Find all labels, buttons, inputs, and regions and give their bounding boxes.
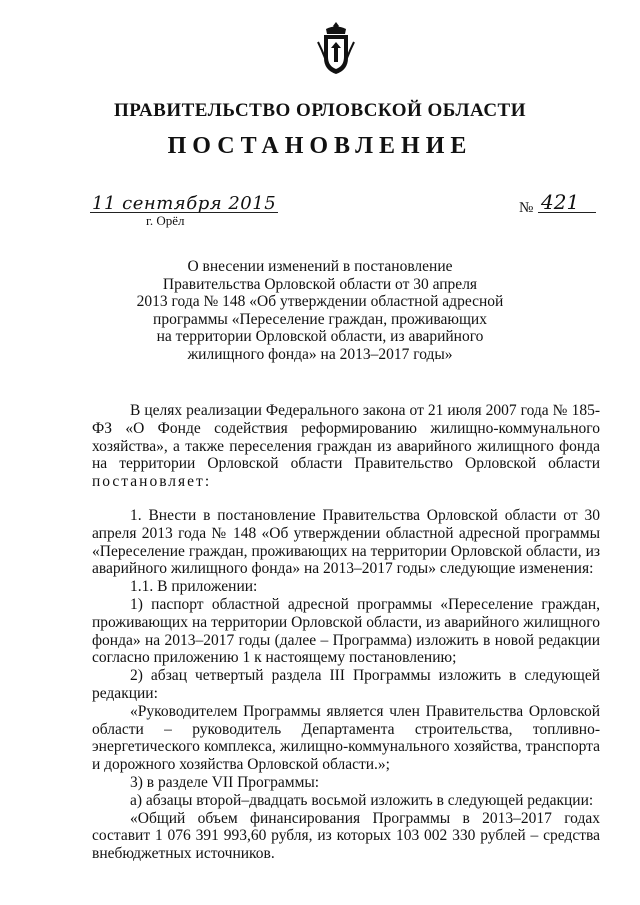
body-paragraph: а) абзацы второй–двадцать восьмой изложить в следующей редакции: [130,791,594,809]
body-paragraph: «Руководителем Программы является член Правительства Орловской области – руководитель Департамента строительства, топливно-энергетического комплекса, жилищно-коммунального хозяйства, транспорта и дорожного хозяйства Орловской области.»; [92,702,600,774]
subject-line: на территории Орловской области, из аварийного [156,328,484,346]
number-sign: № [519,200,534,216]
body-paragraph: «Общий объем финансирования Программы в 2013–2017 годах составит 1 076 391 993,60 рубля, из которых 103 002 330 рублей – средства внебюджетных источников. [92,809,600,863]
subject-line: жилищного фонда» на 2013–2017 годы» [187,345,453,363]
body-paragraph: 1) паспорт областной адресной программы «Переселение граждан, проживающих на территории Орловской области, из аварийного жилищного фонда» на 2013–2017 годы (далее – Программа) изложить в новой редакции согласно приложению 1 к настоящему постановлению; [92,595,600,667]
body-paragraph: 2) абзац четвертый раздела III Программы изложить в следующей редакции: [92,667,600,702]
preamble-paragraph [92,402,600,491]
handwritten-number: 421 [541,190,580,214]
body-paragraph: 1.1. В приложении: [130,578,258,596]
body-paragraph: 3) в разделе VII Программы: [130,773,320,791]
subject-line: программы «Переселение граждан, проживающих [153,310,487,328]
subject-line: 2013 года № 148 «Об утверждении областной адресной [136,293,504,311]
document-type: ПОСТАНОВЛЕНИЕ [167,133,473,159]
body-paragraph: 1. Внести в постановление Правительства Орловской области от 30 апреля 2013 года № 148 «Об утверждении областной адресной программы «Переселение граждан, проживающих на территории Орловской области, из аварийного жилищного фонда» на 2013–2017 годы» следующие изменения: [92,506,600,578]
handwritten-date: 11 сентября 2015 [92,193,277,214]
document-body [92,402,600,863]
preamble-text: В целях реализации Федерального закона от 21 июля 2007 года № 185-ФЗ «О Фонде содействия реформированию жилищно-коммунального хозяйства», а также переселения граждан из аварийного жилищного фонда на территории Орловской области Правительство Орловской области [92,402,600,473]
organization-title: ПРАВИТЕЛЬСТВО ОРЛОВСКОЙ ОБЛАСТИ [113,100,526,121]
subject-line: Правительства Орловской области от 30 апреля [162,275,478,293]
number-underline [538,212,596,213]
document-subject [120,258,520,364]
coat-of-arms-icon [316,20,356,76]
preamble-decree-word: постановляет: [92,473,212,491]
city-label: г. Орёл [146,213,185,228]
subject-line: О внесении изменений в постановление [187,258,453,275]
